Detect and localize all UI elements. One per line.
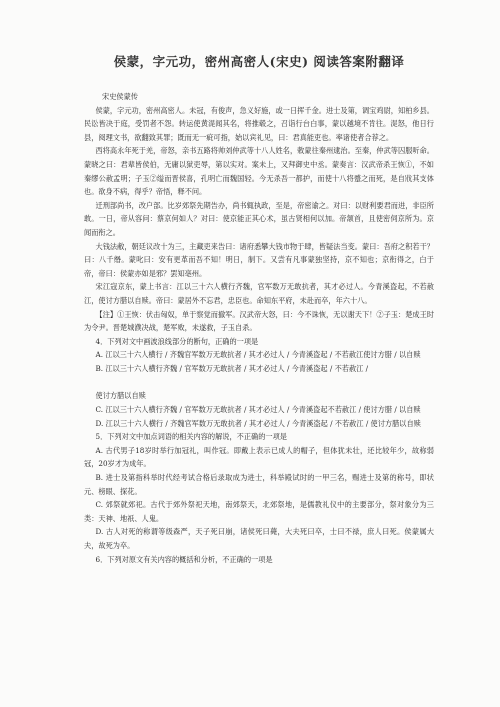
paragraph-2: 西将高永年死于羌，帝怒，亲书五路将帅刘仲武等十八人姓名，敕蒙往秦州逮治。至秦，仲武等囚服听命。蒙晓之曰：君辈皆侯伯，无庸以狱吏辱，第以实对。案未上，又拜御史中丞。蒙奏言：汉武帝杀王恢①，不如秦缪公赦孟明；子玉②缢而晋侯喜，孔明亡而魏国轻。今无杀吾一都护，而使十八将蹙之而死，是自戕其支体也。欲身不病，得乎？帝悟，释不问。 bbox=[84, 146, 434, 197]
question-6-stem: 6．下列对原文有关内容的概括和分析，不正确的一项是 bbox=[95, 554, 273, 564]
document-body bbox=[84, 90, 434, 566]
question-5-option-c: C. 郊祭就郊祀。古代于郊外祭祀天地，南郊祭天，北郊祭地，是儒教礼仪中的主要部分，祭对象分为三类：天神、地祇、人鬼。 bbox=[84, 500, 434, 523]
question-4-option-b-cont: 使讨方腊以自赎 bbox=[95, 391, 146, 401]
question-5-option-d: D. 古人对死的称谓等级森严，天子死曰崩，诸侯死曰薨，大夫死曰卒，士曰不禄，庶人曰死。侯蒙属大夫，故死为卒。 bbox=[84, 527, 434, 550]
spacer bbox=[84, 375, 434, 389]
question-4-option-b: B. 江以三十六人横行齐魏 / 官军数万无敢抗者 / 其才必过人 / 今青溪盗起 / 不若赦江 / bbox=[95, 363, 369, 373]
annotation-note: 【注】①王恢：伏击匈奴，单于察觉而撤军。汉武帝大怒，曰：今不诛恢，无以谢天下！②子玉：楚成王时为令尹。晋楚城濮决战，楚军败，未遂救，子玉自杀。 bbox=[84, 309, 434, 333]
paragraph-5: 宋江寇京东，蒙上书言：江以三十六人横行齐魏，官军数万无敢抗者，其才必过人。今青溪盗起，不若赦江，使讨方腊以自赎。帝曰：蒙居外不忘君，忠臣也。命知东平府，未赴而卒，年六十八。 bbox=[84, 282, 434, 305]
question-4-option-a: A. 江以三十六人横行 / 齐魏官军数万无敢抗者 / 其才必过人 / 今青溪盗起 / 不若赦江使讨方腊 / 以自赎 bbox=[95, 350, 421, 360]
question-5-stem: 5．下列对文中加点词语的相关内容的解说，不正确的一项是 bbox=[95, 432, 287, 442]
question-4-stem: 4．下列对文中画波浪线部分的断句，正确的一项是 bbox=[95, 336, 259, 346]
paragraph-3: 迁刑部尚书，改户部。比岁郊祭先期告办，尚书辄执政，至是，帝密谕之。对曰：以财利要君而进，非臣所敢。一日，帝从容问：蔡京何如人？对曰：使京能正其心术，虽古贤相何以加。帝颔首，且使密伺京所为。京闻而衔之。 bbox=[84, 200, 434, 237]
question-4-option-c: C. 江以三十六人横行齐魏 / 官军数万无敢抗者 / 其才必过人 / 今青溪盗起不若赦江 / 使讨方腊 / 以自赎 bbox=[95, 405, 421, 415]
paragraph-1: 侯蒙，字元功，密州高密人。未冠，有俊声，急义好施，或一日挥千金。进士及第，调宝鸡尉，知柏乡县。民讼皆决于庭，受罚者不怨。转运使黄湜闻其名，将推毂之，召诣行台白事，蒙以越境不肯往。湜怒，他日行县，阅理文书，欲翻致其罪；既而无一疵可指，始以宾礼见，曰：君真能吏也。率诸使者合荐之。 bbox=[84, 105, 434, 142]
question-5-option-a: A. 古代男子18岁时举行加冠礼，叫作冠。即戴上表示已成人的帽子，但体犹未壮，还比较年少，故称弱冠，20岁才为成年。 bbox=[84, 445, 434, 469]
page-title: 侯蒙，字元功，密州高密人(宋史) 阅读答案附翻译 bbox=[113, 54, 405, 69]
source-line: 宋史侯蒙传 bbox=[102, 92, 138, 101]
question-5-option-b: B. 进士及第指科举时代经考试合格后录取成为进士，科举殿试时的一甲三名，赐进士及第的称号，即状元、榜眼、探花。 bbox=[84, 473, 434, 496]
question-4-option-d: D. 江以三十六人横行 / 齐魏官军数万无敢抗者 / 其才必过人 / 今青溪盗起 / 不若赦江 / 使讨方腊以自赎 bbox=[95, 418, 421, 428]
paragraph-4: 大钱法敝，朝廷议改十为三，主藏吏来告曰：诸府悉攀大钱市物于肆，皆疑法当变。蒙曰：吾府之积若干？曰：八千缗。蒙叱曰：安有更革而吾不知！明日，制下。又尝有凡事蒙独坚持，京不知也；京衔得之，白于帝，帝曰：侯蒙亦如是邪？罢知亳州。 bbox=[84, 241, 434, 278]
